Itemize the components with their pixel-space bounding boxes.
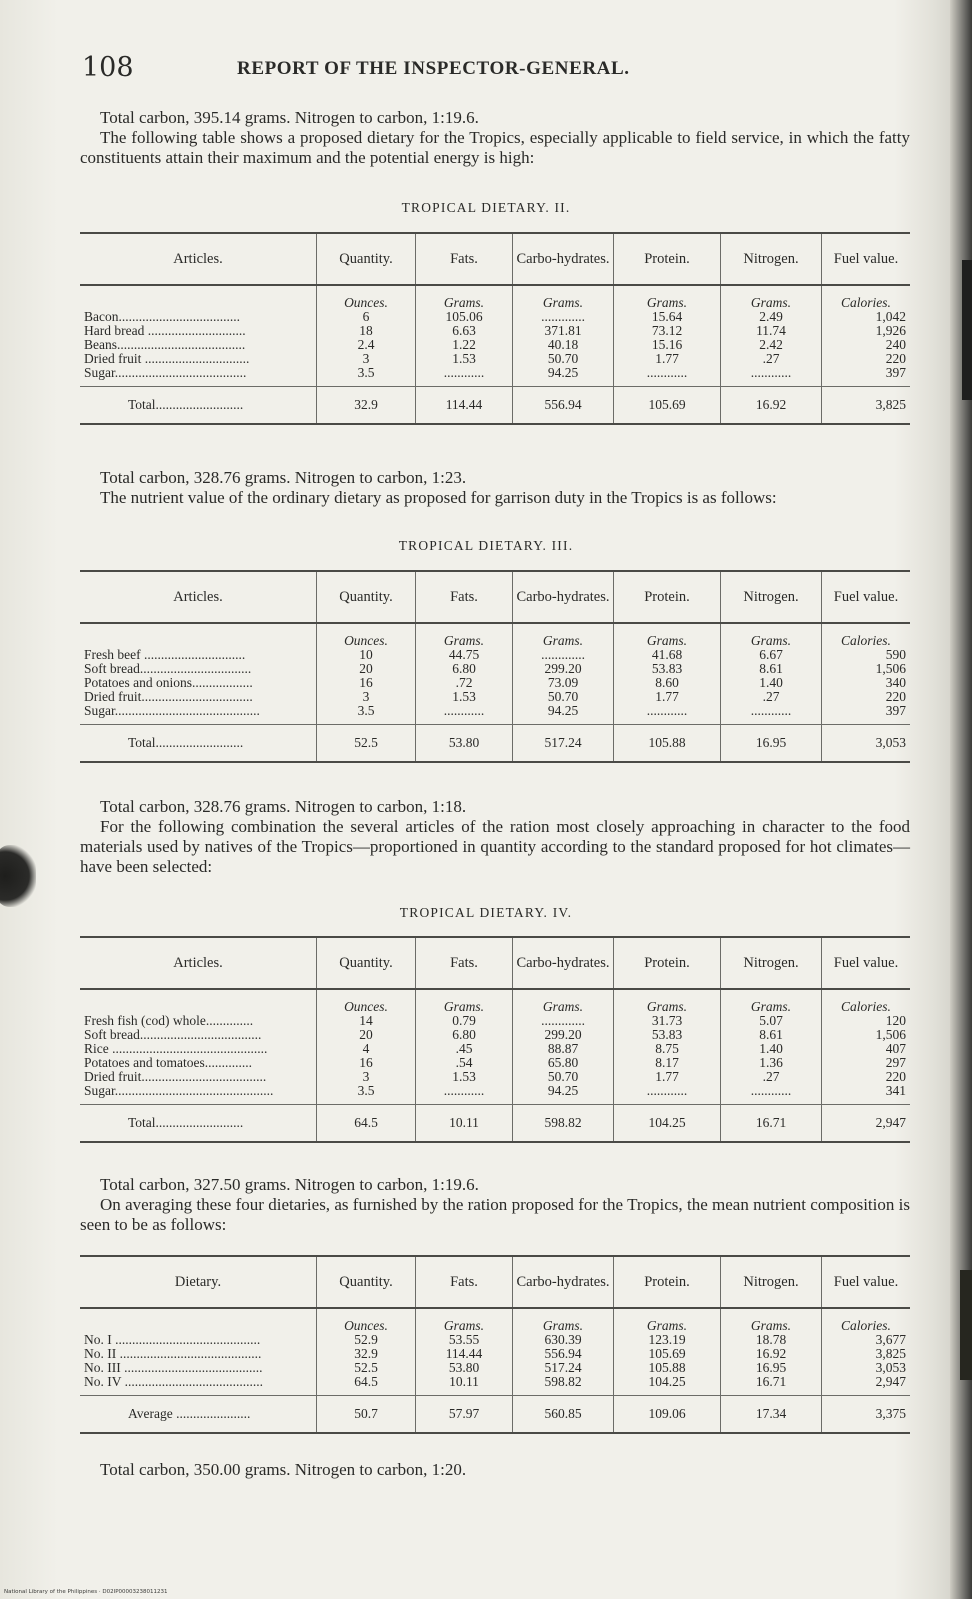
- total-fuel-value: 3,053: [822, 725, 911, 763]
- nitrogen-cell: Grams. 6.67 8.61 1.40 .27 ............: [721, 623, 822, 725]
- page-header: [82, 52, 882, 92]
- protein-cell: Grams. 31.73 53.83 8.75 8.17 1.77 ............: [614, 989, 721, 1105]
- carbohydrates-cell: Grams. ............. 299.20 73.09 50.70 94.25: [513, 623, 614, 725]
- average-fuel-value: 3,375: [822, 1396, 911, 1434]
- table-total-row: [80, 1105, 910, 1143]
- quantity-cell: Ounces. 6 18 2.4 3 3.5: [317, 285, 416, 387]
- fats-cell: Grams. 44.75 6.80 .72 1.53 ............: [416, 623, 513, 725]
- col-header-carbohydrates: Carbo-hydrates.: [513, 233, 614, 285]
- average-label: Average ......................: [80, 1396, 317, 1434]
- dietary-item: No. IV .........................................: [84, 1375, 264, 1389]
- table-caption-ii: TROPICAL DIETARY. II.: [401, 200, 571, 215]
- total-protein: 105.88: [614, 725, 721, 763]
- total-label: Total..........................: [80, 1105, 317, 1143]
- nitrogen-cell: Grams. 5.07 8.61 1.40 1.36 .27 ............: [721, 989, 822, 1105]
- col-header-nitrogen: Nitrogen.: [721, 571, 822, 623]
- carbon-line: Total carbon, 327.50 grams. Nitrogen to carbon, 1:19.6.: [100, 1175, 479, 1194]
- articles-cell: [80, 989, 317, 1105]
- total-carbohydrates: 517.24: [513, 725, 614, 763]
- table-header-row: [80, 233, 910, 285]
- col-header-carbohydrates: Carbo-hydrates.: [513, 571, 614, 623]
- dietary-table-ii: [80, 232, 910, 425]
- fats-cell: Grams. 105.06 6.63 1.22 1.53 ............: [416, 285, 513, 387]
- fuel-value-cell: Calories. 120 1,506 407 297 220 341: [822, 989, 911, 1105]
- total-protein: 105.69: [614, 387, 721, 425]
- fats-cell: Grams. 53.55 114.44 53.80 10.11: [416, 1308, 513, 1396]
- quantity-cell: Ounces. 14 20 4 16 3 3.5: [317, 989, 416, 1105]
- quantity-cell: Ounces. 10 20 16 3 3.5: [317, 623, 416, 725]
- fats-cell: Grams. 0.79 6.80 .45 .54 1.53 ............: [416, 989, 513, 1105]
- article-item: Beans......................................: [84, 338, 246, 352]
- article-item: Bacon....................................: [84, 310, 240, 324]
- total-label: Total..........................: [80, 725, 317, 763]
- total-fats: 114.44: [416, 387, 513, 425]
- total-fuel-value: 3,825: [822, 387, 911, 425]
- col-header-dietary: Dietary.: [80, 1256, 317, 1308]
- paragraph: On averaging these four dietaries, as furnished by the ration proposed for the Tropics, the mean nutrient composition is seen to be as follows:: [80, 1195, 910, 1234]
- article-item: Dried fruit.....................................: [84, 1070, 267, 1084]
- total-protein: 104.25: [614, 1105, 721, 1143]
- total-fats: 53.80: [416, 725, 513, 763]
- dietary-item: No. II ..........................................: [84, 1347, 262, 1361]
- col-header-fats: Fats.: [416, 1256, 513, 1308]
- table-caption-iv: TROPICAL DIETARY. IV.: [399, 905, 573, 920]
- page-number: 108: [82, 52, 134, 83]
- fuel-value-cell: Calories. 3,677 3,825 3,053 2,947: [822, 1308, 911, 1396]
- average-carbohydrates: 560.85: [513, 1396, 614, 1434]
- paragraph: For the following combination the several articles of the ration most closely approaching in character to the food materials used by natives of the Tropics—proportioned in quantity according to the standard proposed for hot climates—have been selected:: [80, 817, 910, 876]
- col-header-articles: Articles.: [80, 233, 317, 285]
- average-nitrogen: 17.34: [721, 1396, 822, 1434]
- col-header-fuel-value: Fuel value.: [822, 233, 911, 285]
- col-header-protein: Protein.: [614, 937, 721, 989]
- average-protein: 109.06: [614, 1396, 721, 1434]
- carbon-line: Total carbon, 395.14 grams. Nitrogen to carbon, 1:19.6.: [100, 108, 479, 127]
- col-header-quantity: Quantity.: [317, 1256, 416, 1308]
- article-item: Potatoes and onions..................: [84, 676, 253, 690]
- article-item: Sugar...........................................: [84, 704, 260, 718]
- article-item: Hard bread .............................: [84, 324, 246, 338]
- article-item: Sugar.......................................: [84, 366, 247, 380]
- total-fuel-value: 2,947: [822, 1105, 911, 1143]
- table-header-row: [80, 937, 910, 989]
- total-nitrogen: 16.95: [721, 725, 822, 763]
- article-item: Rice ..............................................: [84, 1042, 268, 1056]
- protein-cell: Grams. 15.64 73.12 15.16 1.77 ............: [614, 285, 721, 387]
- col-header-fuel-value: Fuel value.: [822, 1256, 911, 1308]
- nitrogen-cell: Grams. 18.78 16.92 16.95 16.71: [721, 1308, 822, 1396]
- text-after-table-iii: [80, 797, 910, 877]
- total-carbohydrates: 598.82: [513, 1105, 614, 1143]
- col-header-fats: Fats.: [416, 233, 513, 285]
- dietary-cell: [80, 1308, 317, 1396]
- total-quantity: 32.9: [317, 387, 416, 425]
- articles-cell: [80, 623, 317, 725]
- average-fats: 57.97: [416, 1396, 513, 1434]
- dietary-item: No. I ...........................................: [84, 1333, 261, 1347]
- col-header-quantity: Quantity.: [317, 233, 416, 285]
- col-header-fuel-value: Fuel value.: [822, 571, 911, 623]
- table-body-row: [80, 1308, 910, 1396]
- dietary-table-iv: [80, 936, 910, 1143]
- col-header-articles: Articles.: [80, 571, 317, 623]
- table-average-row: [80, 1396, 910, 1434]
- col-header-fats: Fats.: [416, 937, 513, 989]
- text-after-table-ii: [80, 468, 910, 508]
- article-item: Soft bread.................................: [84, 662, 252, 676]
- quantity-cell: Ounces. 52.9 32.9 52.5 64.5: [317, 1308, 416, 1396]
- table-body-row: [80, 623, 910, 725]
- table-body-row: [80, 989, 910, 1105]
- article-item: Potatoes and tomatoes..............: [84, 1056, 252, 1070]
- total-nitrogen: 16.92: [721, 387, 822, 425]
- dietary-item: No. III .........................................: [84, 1361, 263, 1375]
- total-carbohydrates: 556.94: [513, 387, 614, 425]
- total-quantity: 52.5: [317, 725, 416, 763]
- table-caption-iii: TROPICAL DIETARY. III.: [398, 538, 574, 553]
- carbohydrates-cell: Grams. ............. 299.20 88.87 65.80 50.70 94.25: [513, 989, 614, 1105]
- binding-hole: [0, 845, 36, 907]
- article-item: Dried fruit ...............................: [84, 352, 250, 366]
- col-header-fats: Fats.: [416, 571, 513, 623]
- total-quantity: 64.5: [317, 1105, 416, 1143]
- col-header-quantity: Quantity.: [317, 571, 416, 623]
- fuel-value-cell: Calories. 1,042 1,926 240 220 397: [822, 285, 911, 387]
- table-total-row: [80, 725, 910, 763]
- article-item: Sugar...............................................: [84, 1084, 274, 1098]
- final-text: [80, 1460, 910, 1480]
- col-header-fuel-value: Fuel value.: [822, 937, 911, 989]
- col-header-carbohydrates: Carbo-hydrates.: [513, 1256, 614, 1308]
- scan-credit: National Library of the Philippines · D02IP00003238011231: [4, 1589, 168, 1595]
- article-item: Soft bread....................................: [84, 1028, 262, 1042]
- articles-cell: [80, 285, 317, 387]
- col-header-quantity: Quantity.: [317, 937, 416, 989]
- col-header-articles: Articles.: [80, 937, 317, 989]
- paragraph: The nutrient value of the ordinary dietary as proposed for garrison duty in the Tropics is as follows:: [100, 488, 777, 507]
- col-header-protein: Protein.: [614, 1256, 721, 1308]
- total-fats: 10.11: [416, 1105, 513, 1143]
- fuel-value-cell: Calories. 590 1,506 340 220 397: [822, 623, 911, 725]
- dietary-table-iii: [80, 570, 910, 763]
- col-header-protein: Protein.: [614, 571, 721, 623]
- table-header-row: [80, 1256, 910, 1308]
- text-after-table-iv: [80, 1175, 910, 1235]
- col-header-nitrogen: Nitrogen.: [721, 1256, 822, 1308]
- carbohydrates-cell: Grams. 630.39 556.94 517.24 598.82: [513, 1308, 614, 1396]
- average-quantity: 50.7: [317, 1396, 416, 1434]
- protein-cell: Grams. 123.19 105.69 105.88 104.25: [614, 1308, 721, 1396]
- col-header-nitrogen: Nitrogen.: [721, 233, 822, 285]
- averages-table: [80, 1255, 910, 1434]
- total-nitrogen: 16.71: [721, 1105, 822, 1143]
- col-header-nitrogen: Nitrogen.: [721, 937, 822, 989]
- page-edge-shadow: [950, 0, 972, 1599]
- protein-cell: Grams. 41.68 53.83 8.60 1.77 ............: [614, 623, 721, 725]
- table-body-row: [80, 285, 910, 387]
- carbon-line: Total carbon, 328.76 grams. Nitrogen to carbon, 1:18.: [100, 797, 467, 816]
- total-label: Total..........................: [80, 387, 317, 425]
- carbohydrates-cell: Grams. ............. 371.81 40.18 50.70 94.25: [513, 285, 614, 387]
- col-header-carbohydrates: Carbo-hydrates.: [513, 937, 614, 989]
- intro-text: [80, 108, 910, 168]
- col-header-protein: Protein.: [614, 233, 721, 285]
- intro-paragraph: The following table shows a proposed dietary for the Tropics, especially applicable to field service, in which the fatty constituents attain their maximum and the potential energy is high:: [80, 128, 910, 167]
- nitrogen-cell: Grams. 2.49 11.74 2.42 .27 ............: [721, 285, 822, 387]
- carbon-line: Total carbon, 350.00 grams. Nitrogen to carbon, 1:20.: [100, 1460, 467, 1479]
- article-item: Fresh fish (cod) whole..............: [84, 1014, 254, 1028]
- running-title: REPORT OF THE INSPECTOR-GENERAL.: [237, 58, 630, 79]
- table-header-row: [80, 571, 910, 623]
- carbon-line: Total carbon, 328.76 grams. Nitrogen to carbon, 1:23.: [100, 468, 467, 487]
- article-item: Fresh beef ..............................: [84, 648, 246, 662]
- article-item: Dried fruit.................................: [84, 690, 253, 704]
- table-total-row: [80, 387, 910, 425]
